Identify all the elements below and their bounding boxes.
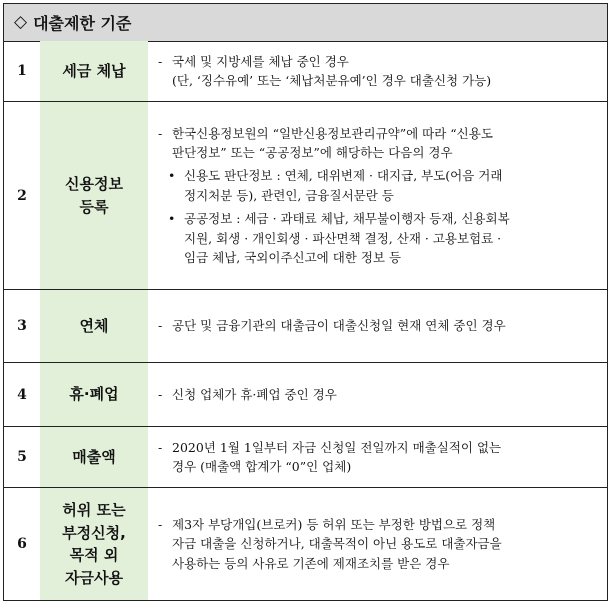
- row-category: 신용정보 등록: [40, 102, 148, 289]
- table-row: [4, 102, 607, 290]
- row-content: [152, 41, 603, 101]
- content-line: - 공단 및 금융기관의 대출금이 대출신청일 현재 연체 중인 경우: [158, 318, 506, 334]
- table-row: [4, 488, 607, 600]
- content-line: - 신청 업체가 휴·폐업 중인 경우: [158, 386, 337, 402]
- content-line: - 제3자 부당개입(브로커) 등 허위 또는 부정한 방법으로 정책 자금 대출을 신청하거나, 대출목적이 아닌 용도로 대출자금을 사용하는 등의 사유로 기존에 제재조치를 받은 경우: [158, 516, 502, 571]
- content-bullet: • 공공정보 : 세금 · 과태료 체납, 채무불이행자 등재, 신용회복 지원, 회생 · 개인회생 · 파산면책 결정, 산재 · 고용보험료 · 임금 체납, 국외이주신고에 대한 정보 등: [168, 211, 510, 265]
- content-line: - 2020년 1월 1일부터 자금 신청일 전일까지 매출실적이 없는 경우 (매출액 합계가 “0”인 업체): [158, 439, 502, 474]
- row-category: 매출액: [40, 427, 148, 487]
- row-category: 연체: [40, 290, 148, 362]
- table-row: [4, 363, 607, 427]
- row-number: 2: [17, 187, 27, 204]
- table-row: [4, 290, 607, 363]
- diamond-outline-icon: ◇: [14, 12, 28, 32]
- content-line: - 국세 및 지방세를 체납 중인 경우: [158, 53, 349, 69]
- table-title-bar: [4, 4, 607, 42]
- restriction-criteria-table: [3, 3, 608, 601]
- row-content: [152, 290, 603, 362]
- row-content: [152, 488, 603, 600]
- row-number: 5: [17, 449, 27, 465]
- row-category: 세금 체납: [40, 41, 148, 101]
- table-row: [4, 427, 607, 488]
- row-category: 휴·폐업: [40, 363, 148, 426]
- row-number: 1: [17, 63, 27, 79]
- row-number: 6: [17, 536, 27, 552]
- table-title: 대출제한 기준: [33, 14, 132, 33]
- row-content: [152, 102, 603, 289]
- row-number: 3: [17, 318, 27, 334]
- row-number: 4: [17, 386, 27, 403]
- content-line: - 한국신용정보원의 “일반신용정보관리규약”에 따라 “신용도 판단정보” 또는 “공공정보”에 해당하는 다음의 경우: [158, 125, 493, 161]
- content-note: (단, ‘징수유예’ 또는 ‘체납처분유예’인 경우 대출신청 가능): [172, 73, 492, 88]
- row-content: [152, 427, 603, 487]
- table-row: [4, 41, 607, 102]
- content-bullet: • 신용도 판단정보 : 연체, 대위변제 · 대지급, 부도(어음 거래 정지처분 등), 관련인, 금융질서문란 등: [168, 168, 503, 203]
- row-category: 허위 또는 부정신청, 목적 외 자금사용: [40, 488, 148, 600]
- row-content: [152, 363, 603, 426]
